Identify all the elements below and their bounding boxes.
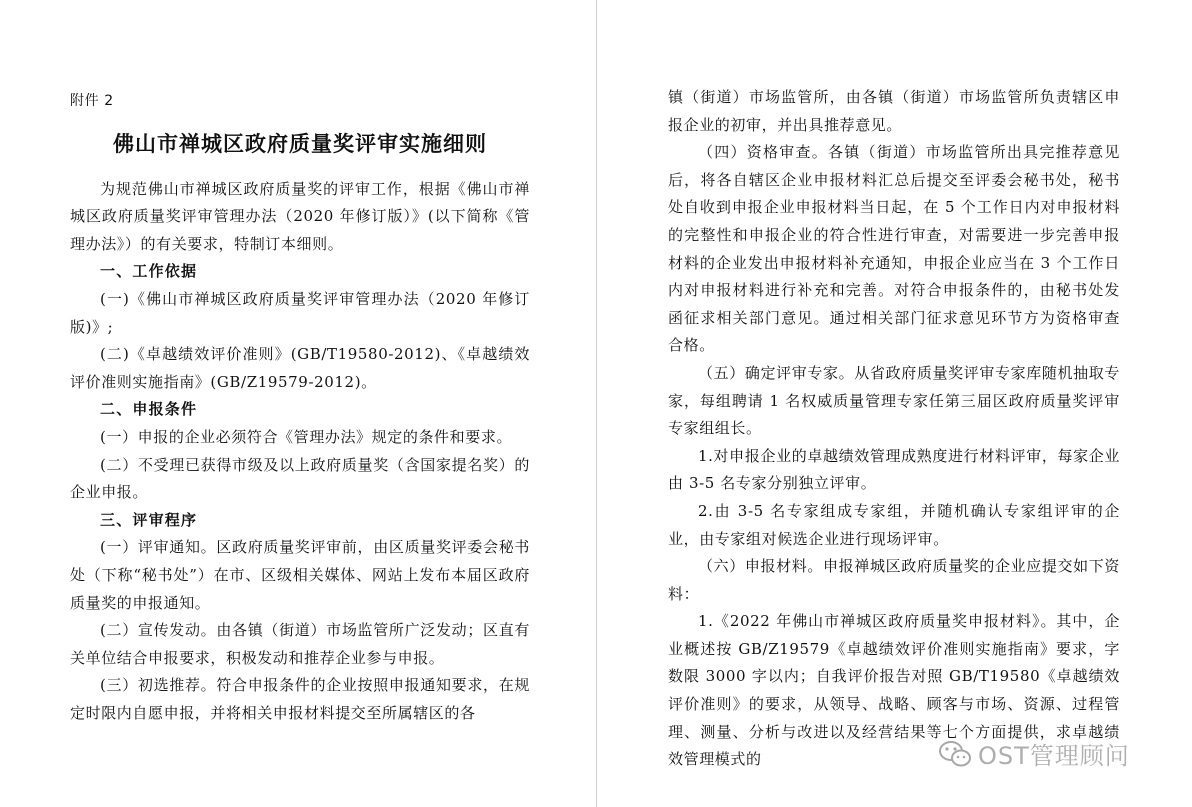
paragraph: (二）不受理已获得市级及以上政府质量奖（含国家提名奖）的企业申报。 <box>70 455 530 502</box>
paragraph: (二）宣传发动。由各镇（街道）市场监管所广泛发动；区直有关单位结合申报要求，积极发动和推荐企业参与申报。 <box>70 621 530 667</box>
left-page-content <box>70 88 530 727</box>
paragraph: 2.由 3-5 名专家组成专家组，并随机确认专家组评审的企业，由专家组对候选企业进行现场评审。 <box>668 501 1120 548</box>
paragraph: （四）资格审查。各镇（街道）市场监管所出具完推荐意见后，将各自辖区企业申报材料汇总后提交至评委会秘书处，秘书处自收到申报企业申报材料当日起，在 5 个工作日内对申报材料的完整性和申报企业的符合性进行审查，对需要进一步完善申报材料的企业发出申报材料补充通知，申报企业应当在 3 个工作日内对申报材料进行补充和完善。对符合申报条件的，由秘书处发函征求相关部门意见。通过相关部门征求意见环节方为资格审查合格。 <box>668 143 1120 355</box>
section-heading: 一、工作依据 <box>100 262 198 281</box>
paragraph: (一)《佛山市禅城区政府质量奖评审管理办法（2020 年修订版)》; <box>70 289 530 336</box>
watermark <box>938 736 1130 771</box>
paragraph: （六）申报材料。申报禅城区政府质量奖的企业应提交如下资料： <box>668 557 1120 603</box>
section-heading: 二、申报条件 <box>100 400 198 419</box>
paragraph: 1.《2022 年佛山市禅城区政府质量奖申报材料》。其中，企业概述按 GB/Z19579《卓越绩效评价准则实施指南》要求，字数限 3000 字以内；自我评价报告对照 GB/T19580《卓越绩效评价准则》的要求，从领导、战略、顾客与市场、资源、过程管理、测量、分析与改进以及经营结果等七个方面提供，求卓越绩效管理模式的 <box>668 612 1120 769</box>
paragraph: (三）初选推荐。符合申报条件的企业按照申报通知要求，在规定时限内自愿申报，并将相关申报材料提交至所属辖区的各 <box>70 676 530 722</box>
paragraph: (二)《卓越绩效评价准则》(GB/T19580-2012)、《卓越绩效评价准则实施指南》(GB/Z19579-2012)。 <box>70 345 530 391</box>
section-heading: 三、评审程序 <box>100 510 198 529</box>
paragraph: （五）确定评审专家。从省政府质量奖评审专家库随机抽取专家，每组聘请 1 名权威质量管理专家任第三届区政府质量奖评审专家组组长。 <box>668 363 1120 438</box>
paragraph: (一）评审通知。区政府质量奖评审前，由区质量奖评委会秘书处（下称“秘书处”）在市、区级相关媒体、网站上发布本届区政府质量奖的申报通知。 <box>70 538 530 612</box>
paragraph-continuation: 镇（街道）市场监管所，由各镇（街道）市场监管所负责辖区申报企业的初审，并出具推荐意见。 <box>668 88 1120 134</box>
watermark-text: OST管理顾问 <box>978 742 1130 770</box>
paragraph: 1.对申报企业的卓越绩效管理成熟度进行材料评审，每家企业由 3-5 名专家分别独立评审。 <box>668 446 1120 493</box>
right-page-content <box>668 84 1120 774</box>
wechat-logo-icon <box>938 739 972 769</box>
paragraph: 为规范佛山市禅城区政府质量奖的评审工作，根据《佛山市禅城区政府质量奖评审管理办法（2020 年修订版）》(以下简称《管理办法》）的有关要求，特制订本细则。 <box>70 179 530 253</box>
document-title: 佛山市禅城区政府质量奖评审实施细则 <box>113 130 487 156</box>
paragraph: (一）申报的企业必须符合《管理办法》规定的条件和要求。 <box>100 427 513 446</box>
attachment-label: 附件 2 <box>70 93 114 109</box>
